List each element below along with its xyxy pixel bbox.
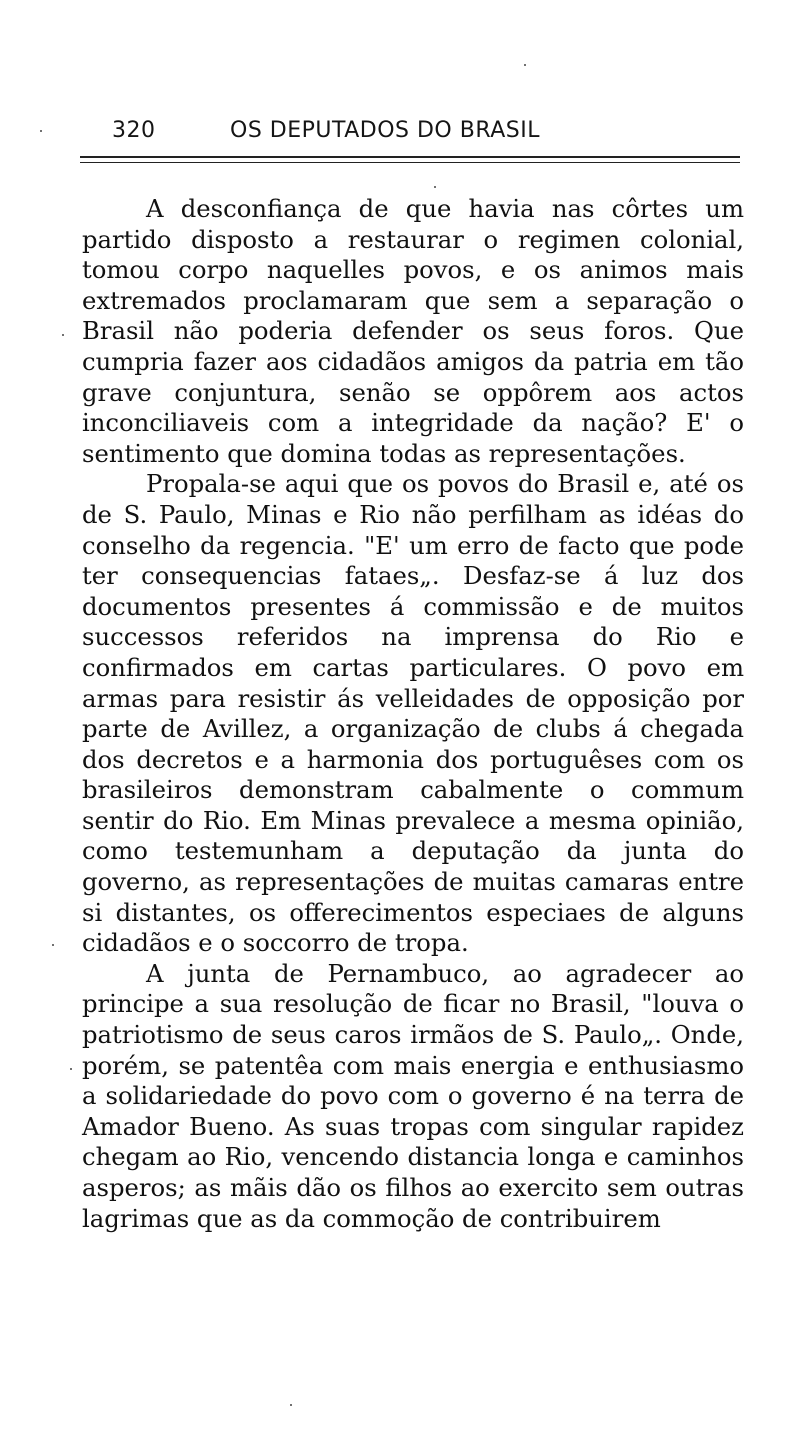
page-header [112,112,740,148]
body-text [82,194,744,1234]
paragraph-1: A desconfiança de que havia nas côrtes um partido disposto a restaurar o regimen colonial, tomou corpo naquelles povos, e os animos mais extremados proclamaram que sem a separação o Brasil não poderia defender os seus foros. Que cumpria fazer aos cidadãos amigos da patria em tão grave conjuntura, senão se oppôrem aos actos inconciliaveis com a integridade da nação? E' o sentimento que domina todas as representações. [82,194,744,468]
scan-speck [52,944,54,946]
paragraph-3: A junta de Pernambuco, ao agradecer ao principe a sua resolução de ficar no Brasil, "louva o patriotismo de seus caros irmãos de S. Paulo„. Onde, porém, se patentêa com mais energia e enthusiasmo a solidariedade do povo com o governo é na terra de Amador Bueno. As suas tropas com singular rapidez chegam ao Rio, vencendo distancia longa e caminhos asperos; as mãis dão os filhos ao exercito sem outras lagrimas que as da commoção de contribuirem [82,958,744,1233]
header-rule-thin [80,162,740,163]
scan-speck [62,334,64,336]
header-rule-thick [80,156,740,158]
page-number: 320 [112,118,156,143]
scan-speck [524,64,526,66]
scan-speck [40,130,42,132]
scan-speck [434,186,436,188]
scan-speck [290,1404,292,1406]
paragraph-2: Propala-se aqui que os povos do Brasil e, até os de S. Paulo, Minas e Rio não perfilham as idéas do conselho da regencia. "E' um erro de facto que pode ter consequencias fataes„. Desfaz-se á luz dos documentos presentes á commissão e de muitos successos referidos na imprensa do Rio e confirmados em cartas particulares. O povo em armas para resistir ás velleidades de opposição por parte de Avillez, a organização de clubs á chegada dos decretos e a harmonia dos portuguêses com os brasileiros demonstram cabalmente o commum sentir do Rio. Em Minas prevalece a mesma opinião, como testemunham a deputação da junta do governo, as representações de muitas camaras entre si distantes, os offerecimentos especiaes de alguns cidadãos e o soccorro de tropa. [82,469,744,958]
scan-speck [70,1068,72,1070]
running-title: OS DEPUTADOS DO BRASIL [230,118,540,143]
